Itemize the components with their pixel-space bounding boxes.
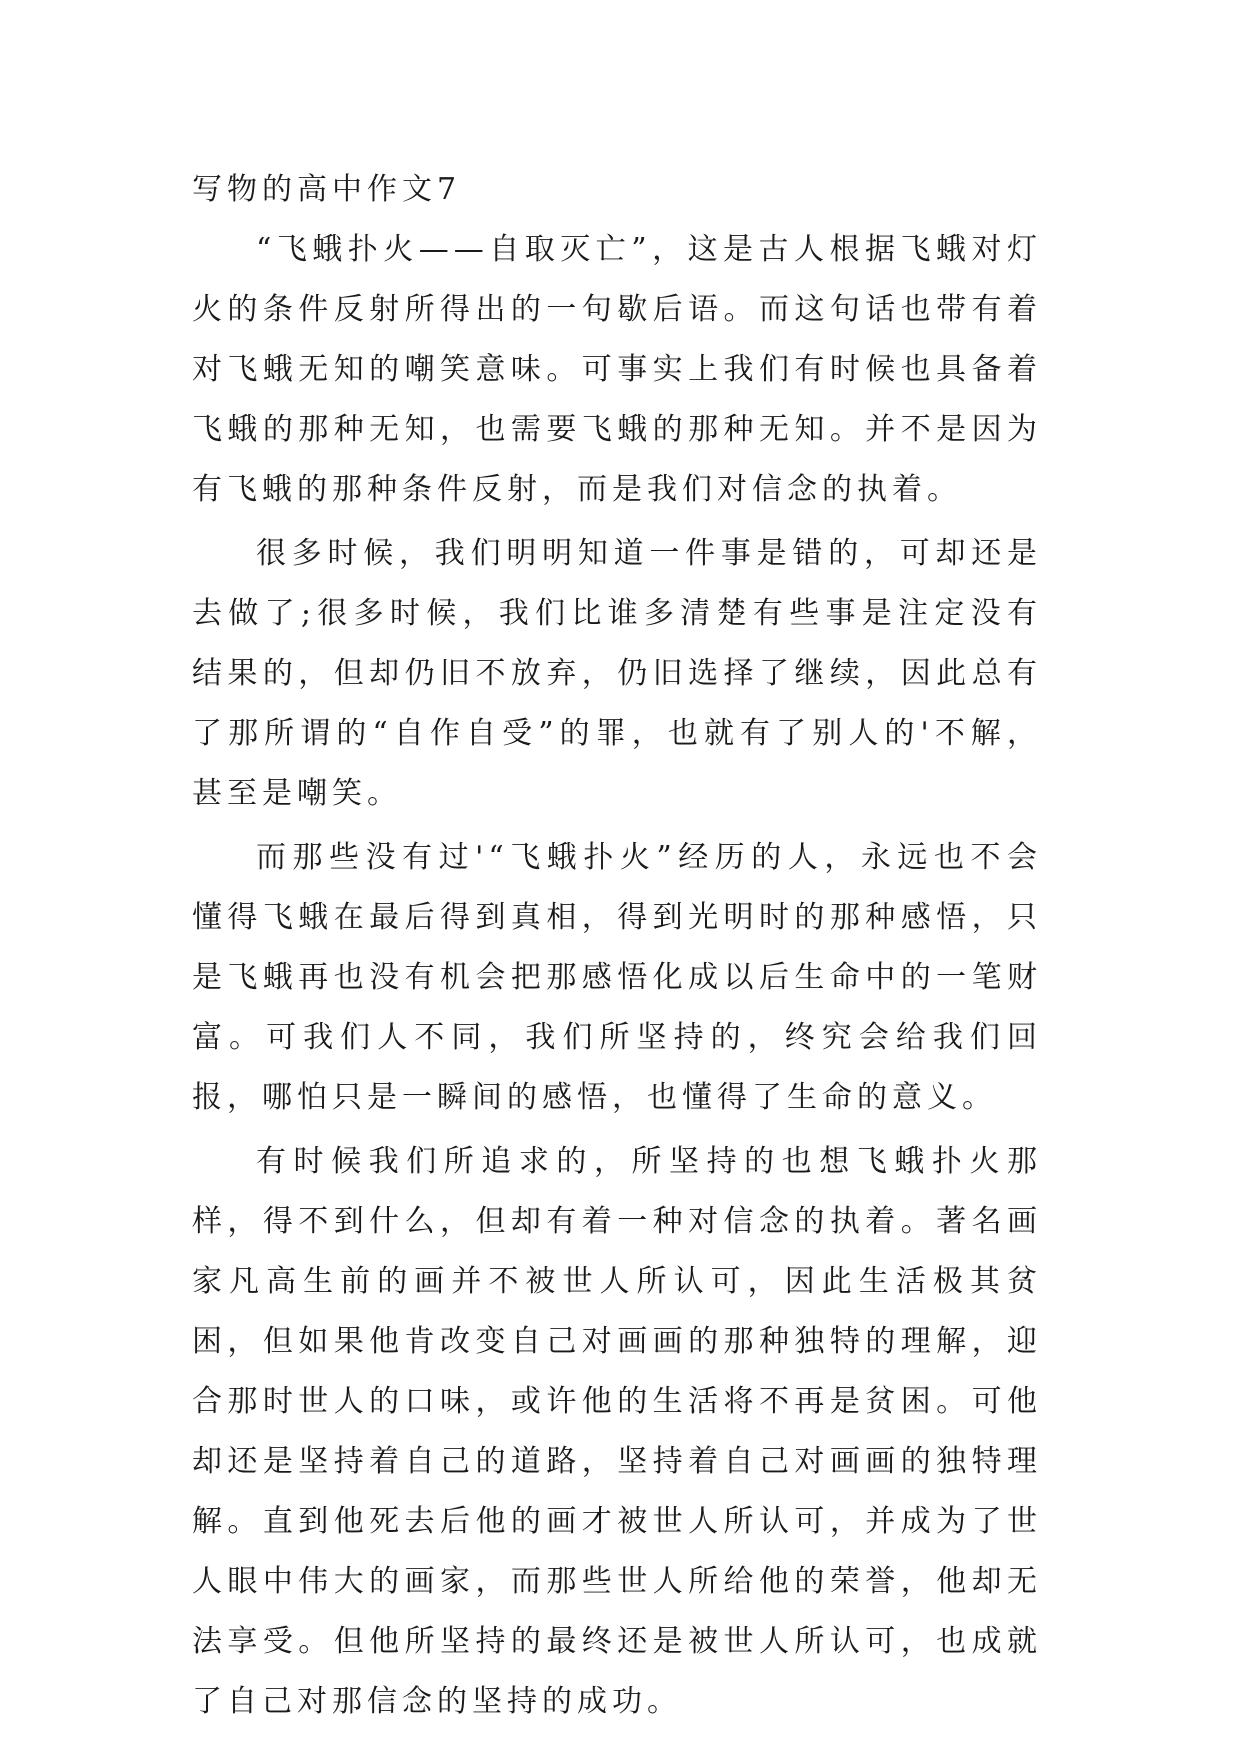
paragraph-2: 很多时候，我们明明知道一件事是错的，可却还是去做了;很多时候，我们比谁多清楚有些事是注定没有结果的，但却仍旧不放弃，仍旧选择了继续，因此总有了那所谓的“自作自受”的罪，也就有了别人的'不解，甚至是嘲笑。 <box>192 536 1042 811</box>
document-body <box>192 160 1042 1736</box>
paragraph-1: “飞蛾扑火——自取灭亡”，这是古人根据飞蛾对灯火的条件反射所得出的一句歇后语。而这句话也带有着对飞蛾无知的嘲笑意味。可事实上我们有时候也具备着飞蛾的那种无知，也需要飞蛾的那种无知。并不是因为有飞蛾的那种条件反射，而是我们对信念的执着。 <box>192 232 1042 507</box>
paragraph-4: 有时候我们所追求的，所坚持的也想飞蛾扑火那样，得不到什么，但却有着一种对信念的执着。著名画家凡高生前的画并不被世人所认可，因此生活极其贫困，但如果他肯改变自己对画画的那种独特的理解，迎合那时世人的口味，或许他的生活将不再是贫困。可他却还是坚持着自己的道路，坚持着自己对画画的独特理解。直到他死去后他的画才被世人所认可，并成为了世人眼中伟大的画家，而那些世人所给他的荣誉，他却无法享受。但他所坚持的最终还是被世人所认可，也成就了自己对那信念的坚持的成功。 <box>192 1144 1042 1719</box>
document-title: 写物的高中作文7 <box>192 172 462 207</box>
paragraph-3: 而那些没有过'“飞蛾扑火”经历的人，永远也不会懂得飞蛾在最后得到真相，得到光明时的那种感悟，只是飞蛾再也没有机会把那感悟化成以后生命中的一笔财富。可我们人不同，我们所坚持的，终究会给我们回报，哪怕只是一瞬间的感悟，也懂得了生命的意义。 <box>192 840 1042 1115</box>
